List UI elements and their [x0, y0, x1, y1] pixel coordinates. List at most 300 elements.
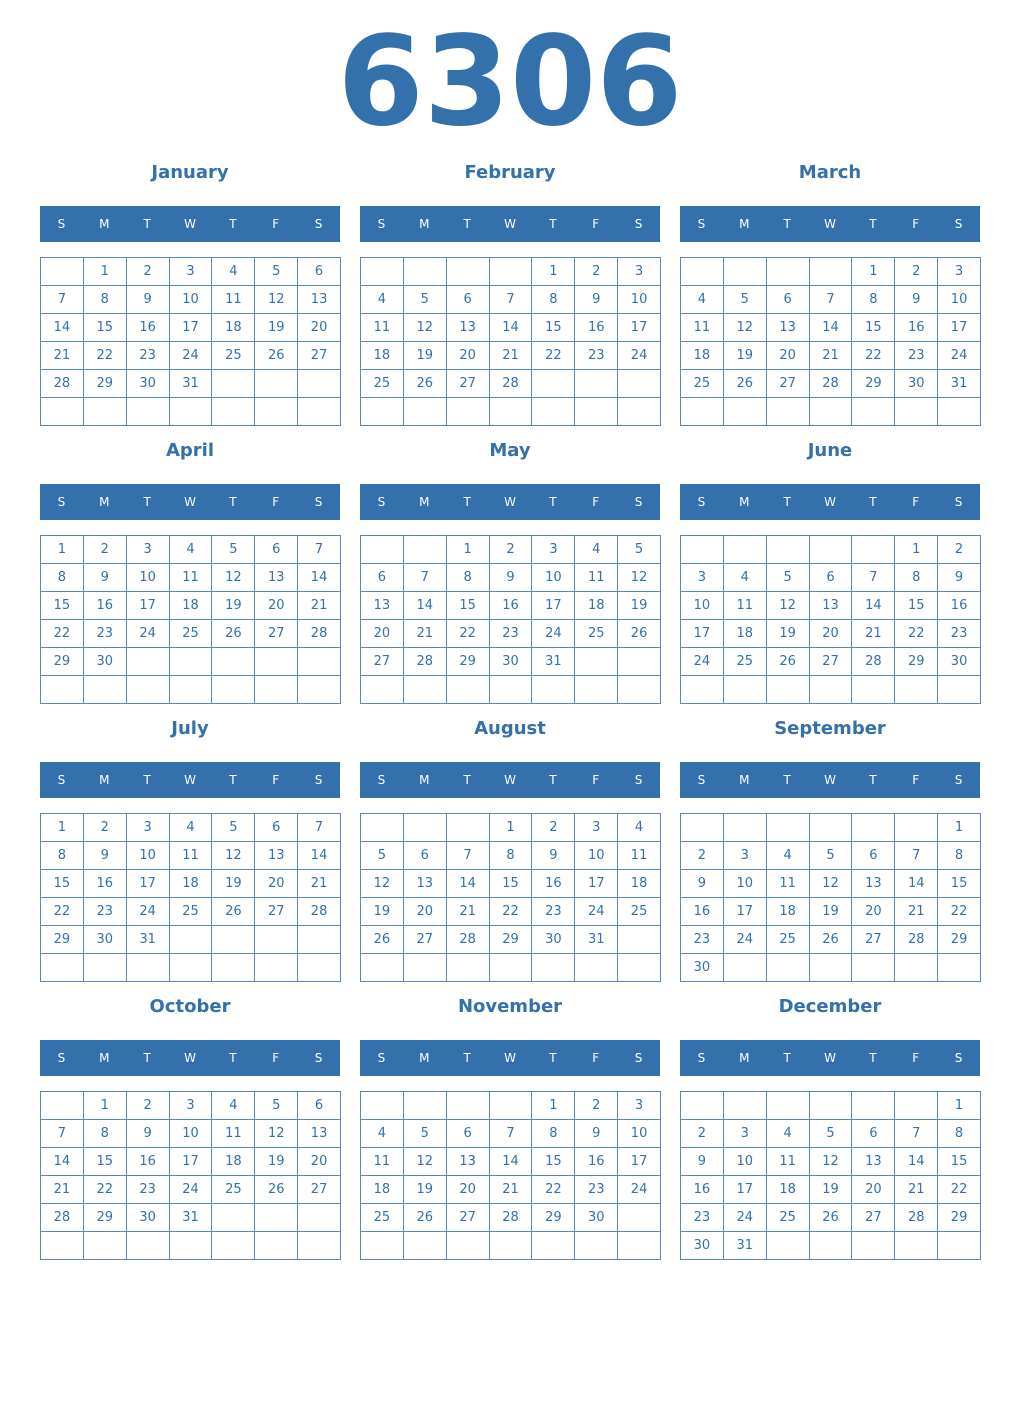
day-cell: 8 — [532, 286, 575, 314]
weekday-label: T — [229, 495, 237, 509]
day-cell: 9 — [127, 1120, 170, 1148]
day-cell: 7 — [41, 286, 84, 314]
day-cell: 19 — [255, 1148, 298, 1176]
weekday-label: T — [463, 773, 471, 787]
day-cell: 15 — [852, 314, 895, 342]
empty-day-cell — [532, 1232, 575, 1260]
weekday-label: F — [592, 495, 600, 509]
day-cell: 1 — [84, 1092, 127, 1120]
day-cell: 11 — [618, 842, 661, 870]
weekday-label: W — [504, 1051, 516, 1065]
day-cell: 3 — [681, 564, 724, 592]
empty-day-cell — [447, 1092, 490, 1120]
day-cell: 10 — [618, 1120, 661, 1148]
day-cell: 17 — [618, 1148, 661, 1176]
weekday-label: M — [419, 495, 430, 509]
empty-day-cell — [447, 676, 490, 704]
year-title: 6306 — [337, 10, 683, 154]
day-cell: 7 — [447, 842, 490, 870]
day-cell: 11 — [361, 1148, 404, 1176]
month-june — [680, 436, 980, 704]
day-cell: 21 — [298, 592, 341, 620]
empty-day-cell — [810, 1092, 853, 1120]
day-cell: 16 — [938, 592, 981, 620]
month-name: March — [798, 162, 862, 183]
empty-day-cell — [41, 676, 84, 704]
empty-day-cell — [681, 676, 724, 704]
weekday-label: T — [143, 495, 151, 509]
day-cell: 30 — [575, 1204, 618, 1232]
weekday-label: T — [549, 1051, 557, 1065]
day-cell: 30 — [127, 1204, 170, 1232]
day-cell: 17 — [127, 592, 170, 620]
day-cell: 12 — [212, 564, 255, 592]
day-cell: 22 — [938, 1176, 981, 1204]
day-cell: 1 — [490, 814, 533, 842]
day-cell: 3 — [618, 258, 661, 286]
day-cell: 10 — [127, 842, 170, 870]
weekday-label: W — [824, 217, 836, 231]
day-cell: 31 — [575, 926, 618, 954]
day-cell: 17 — [170, 1148, 213, 1176]
empty-day-cell — [724, 814, 767, 842]
day-cell: 1 — [852, 258, 895, 286]
day-cell: 1 — [41, 536, 84, 564]
day-cell: 28 — [810, 370, 853, 398]
month-march — [680, 158, 980, 426]
weekday-label: W — [824, 1051, 836, 1065]
day-cell: 24 — [532, 620, 575, 648]
day-cell: 18 — [618, 870, 661, 898]
empty-day-cell — [681, 814, 724, 842]
day-cell: 4 — [767, 1120, 810, 1148]
empty-day-cell — [127, 1232, 170, 1260]
day-cell: 24 — [618, 342, 661, 370]
day-grid — [680, 813, 981, 982]
day-cell: 24 — [681, 648, 724, 676]
day-cell: 5 — [767, 564, 810, 592]
weekday-label: W — [184, 773, 196, 787]
month-april — [40, 436, 340, 704]
weekday-label: M — [99, 217, 110, 231]
day-cell: 20 — [255, 870, 298, 898]
day-cell: 2 — [127, 258, 170, 286]
day-cell: 19 — [212, 592, 255, 620]
day-cell: 19 — [810, 1176, 853, 1204]
day-cell: 14 — [852, 592, 895, 620]
day-cell: 13 — [767, 314, 810, 342]
day-cell: 8 — [490, 842, 533, 870]
day-cell: 4 — [361, 286, 404, 314]
day-cell: 28 — [895, 926, 938, 954]
day-cell: 29 — [490, 926, 533, 954]
empty-day-cell — [767, 1092, 810, 1120]
weekday-header — [40, 762, 340, 798]
day-cell: 17 — [575, 870, 618, 898]
empty-day-cell — [84, 954, 127, 982]
day-cell: 30 — [532, 926, 575, 954]
day-cell: 20 — [447, 1176, 490, 1204]
day-cell: 25 — [724, 648, 767, 676]
weekday-label: W — [184, 495, 196, 509]
day-cell: 1 — [84, 258, 127, 286]
empty-day-cell — [532, 398, 575, 426]
empty-day-cell — [298, 1204, 341, 1232]
day-cell: 12 — [810, 1148, 853, 1176]
day-cell: 18 — [212, 314, 255, 342]
empty-day-cell — [724, 536, 767, 564]
day-cell: 6 — [447, 1120, 490, 1148]
empty-day-cell — [618, 398, 661, 426]
empty-day-cell — [852, 676, 895, 704]
day-cell: 31 — [532, 648, 575, 676]
day-cell: 30 — [127, 370, 170, 398]
empty-day-cell — [212, 398, 255, 426]
day-cell: 25 — [170, 620, 213, 648]
day-cell: 11 — [170, 564, 213, 592]
day-cell: 27 — [255, 620, 298, 648]
empty-day-cell — [255, 1204, 298, 1232]
day-cell: 11 — [767, 1148, 810, 1176]
day-cell: 3 — [532, 536, 575, 564]
day-cell: 4 — [618, 814, 661, 842]
day-cell: 25 — [767, 926, 810, 954]
empty-day-cell — [724, 398, 767, 426]
day-cell: 15 — [41, 592, 84, 620]
day-cell: 10 — [532, 564, 575, 592]
weekday-label: M — [739, 1051, 750, 1065]
day-cell: 3 — [724, 842, 767, 870]
day-cell: 14 — [41, 1148, 84, 1176]
empty-day-cell — [255, 648, 298, 676]
empty-day-cell — [361, 1232, 404, 1260]
day-cell: 24 — [724, 926, 767, 954]
day-cell: 26 — [212, 620, 255, 648]
day-cell: 17 — [127, 870, 170, 898]
weekday-label: T — [229, 773, 237, 787]
day-cell: 19 — [618, 592, 661, 620]
day-cell: 1 — [895, 536, 938, 564]
day-cell: 7 — [810, 286, 853, 314]
day-cell: 26 — [810, 1204, 853, 1232]
empty-day-cell — [404, 258, 447, 286]
day-cell: 1 — [532, 1092, 575, 1120]
empty-day-cell — [127, 398, 170, 426]
day-cell: 24 — [575, 898, 618, 926]
day-cell: 9 — [532, 842, 575, 870]
empty-day-cell — [170, 648, 213, 676]
weekday-label: M — [739, 495, 750, 509]
day-cell: 18 — [361, 342, 404, 370]
day-cell: 23 — [127, 1176, 170, 1204]
day-cell: 18 — [575, 592, 618, 620]
weekday-label: S — [57, 495, 66, 509]
day-cell: 3 — [170, 258, 213, 286]
empty-day-cell — [810, 398, 853, 426]
month-name: December — [778, 996, 882, 1017]
day-cell: 21 — [895, 898, 938, 926]
empty-day-cell — [575, 398, 618, 426]
empty-day-cell — [852, 1092, 895, 1120]
weekday-label: W — [824, 773, 836, 787]
day-cell: 30 — [681, 954, 724, 982]
day-cell: 27 — [447, 370, 490, 398]
month-name: June — [807, 440, 853, 461]
empty-day-cell — [212, 1204, 255, 1232]
day-cell: 9 — [681, 1148, 724, 1176]
day-cell: 20 — [298, 314, 341, 342]
day-cell: 29 — [41, 926, 84, 954]
day-cell: 1 — [447, 536, 490, 564]
day-cell: 9 — [84, 842, 127, 870]
empty-day-cell — [618, 676, 661, 704]
day-cell: 20 — [852, 1176, 895, 1204]
weekday-label: S — [697, 773, 706, 787]
weekday-label: F — [272, 495, 280, 509]
weekday-label: M — [419, 1051, 430, 1065]
day-cell: 7 — [490, 286, 533, 314]
day-cell: 6 — [298, 1092, 341, 1120]
day-cell: 21 — [490, 342, 533, 370]
empty-day-cell — [404, 954, 447, 982]
month-february — [360, 158, 660, 426]
day-cell: 23 — [127, 342, 170, 370]
day-cell: 27 — [852, 1204, 895, 1232]
day-cell: 21 — [41, 342, 84, 370]
day-cell: 14 — [490, 1148, 533, 1176]
day-cell: 1 — [938, 1092, 981, 1120]
day-cell: 26 — [212, 898, 255, 926]
day-cell: 15 — [447, 592, 490, 620]
day-cell: 10 — [618, 286, 661, 314]
day-cell: 7 — [895, 1120, 938, 1148]
empty-day-cell — [298, 954, 341, 982]
day-cell: 20 — [404, 898, 447, 926]
day-cell: 17 — [681, 620, 724, 648]
day-cell: 7 — [404, 564, 447, 592]
empty-day-cell — [404, 398, 447, 426]
empty-day-cell — [852, 1232, 895, 1260]
day-cell: 21 — [895, 1176, 938, 1204]
day-cell: 13 — [255, 842, 298, 870]
weekday-label: S — [314, 217, 323, 231]
empty-day-cell — [404, 1232, 447, 1260]
day-cell: 9 — [575, 1120, 618, 1148]
day-cell: 23 — [895, 342, 938, 370]
day-cell: 18 — [361, 1176, 404, 1204]
day-cell: 6 — [810, 564, 853, 592]
day-cell: 10 — [724, 870, 767, 898]
day-cell: 28 — [852, 648, 895, 676]
empty-day-cell — [681, 258, 724, 286]
day-cell: 30 — [490, 648, 533, 676]
day-cell: 15 — [532, 314, 575, 342]
empty-day-cell — [810, 954, 853, 982]
day-cell: 23 — [532, 898, 575, 926]
day-cell: 12 — [767, 592, 810, 620]
day-cell: 25 — [618, 898, 661, 926]
weekday-label: F — [912, 773, 920, 787]
empty-day-cell — [575, 676, 618, 704]
day-cell: 6 — [298, 258, 341, 286]
empty-day-cell — [767, 258, 810, 286]
day-cell: 3 — [724, 1120, 767, 1148]
day-cell: 5 — [212, 536, 255, 564]
day-cell: 2 — [127, 1092, 170, 1120]
month-january — [40, 158, 340, 426]
day-cell: 3 — [938, 258, 981, 286]
day-cell: 8 — [447, 564, 490, 592]
weekday-header — [360, 484, 660, 520]
day-cell: 5 — [361, 842, 404, 870]
day-cell: 25 — [170, 898, 213, 926]
day-cell: 30 — [938, 648, 981, 676]
day-cell: 4 — [575, 536, 618, 564]
empty-day-cell — [255, 1232, 298, 1260]
day-cell: 26 — [404, 370, 447, 398]
month-name: July — [171, 718, 209, 739]
day-cell: 14 — [895, 1148, 938, 1176]
empty-day-cell — [681, 398, 724, 426]
empty-day-cell — [447, 398, 490, 426]
empty-day-cell — [447, 814, 490, 842]
empty-day-cell — [84, 1232, 127, 1260]
weekday-label: T — [463, 1051, 471, 1065]
day-cell: 22 — [447, 620, 490, 648]
day-cell: 10 — [724, 1148, 767, 1176]
day-cell: 1 — [41, 814, 84, 842]
day-cell: 24 — [127, 620, 170, 648]
weekday-label: T — [463, 217, 471, 231]
empty-day-cell — [767, 676, 810, 704]
empty-day-cell — [298, 676, 341, 704]
weekday-label: T — [783, 495, 791, 509]
empty-day-cell — [767, 398, 810, 426]
day-cell: 10 — [681, 592, 724, 620]
day-cell: 17 — [938, 314, 981, 342]
weekday-label: T — [143, 773, 151, 787]
day-cell: 26 — [810, 926, 853, 954]
weekday-label: S — [634, 217, 643, 231]
day-cell: 8 — [852, 286, 895, 314]
day-cell: 5 — [255, 1092, 298, 1120]
day-cell: 5 — [212, 814, 255, 842]
weekday-label: T — [869, 495, 877, 509]
empty-day-cell — [298, 926, 341, 954]
weekday-header — [40, 484, 340, 520]
day-cell: 25 — [212, 342, 255, 370]
empty-day-cell — [361, 1092, 404, 1120]
day-cell: 12 — [724, 314, 767, 342]
empty-day-cell — [212, 926, 255, 954]
day-grid — [40, 1091, 341, 1260]
day-cell: 12 — [255, 1120, 298, 1148]
day-cell: 4 — [212, 1092, 255, 1120]
empty-day-cell — [41, 1092, 84, 1120]
day-cell: 6 — [767, 286, 810, 314]
empty-day-cell — [490, 676, 533, 704]
day-cell: 19 — [255, 314, 298, 342]
day-cell: 29 — [84, 370, 127, 398]
empty-day-cell — [447, 1232, 490, 1260]
day-grid — [40, 535, 341, 704]
day-cell: 11 — [767, 870, 810, 898]
day-cell: 11 — [681, 314, 724, 342]
day-cell: 14 — [810, 314, 853, 342]
day-cell: 5 — [810, 1120, 853, 1148]
weekday-label: S — [697, 495, 706, 509]
empty-day-cell — [895, 814, 938, 842]
day-cell: 16 — [575, 1148, 618, 1176]
empty-day-cell — [618, 648, 661, 676]
empty-day-cell — [724, 954, 767, 982]
day-cell: 17 — [170, 314, 213, 342]
day-cell: 31 — [170, 370, 213, 398]
day-cell: 6 — [447, 286, 490, 314]
empty-day-cell — [895, 954, 938, 982]
day-cell: 9 — [127, 286, 170, 314]
day-cell: 30 — [895, 370, 938, 398]
empty-day-cell — [255, 676, 298, 704]
day-cell: 10 — [170, 286, 213, 314]
weekday-label: M — [99, 1051, 110, 1065]
day-cell: 16 — [575, 314, 618, 342]
weekday-header — [680, 206, 980, 242]
day-cell: 14 — [447, 870, 490, 898]
day-cell: 8 — [41, 564, 84, 592]
weekday-header — [40, 206, 340, 242]
day-cell: 15 — [532, 1148, 575, 1176]
empty-day-cell — [212, 648, 255, 676]
day-grid — [40, 257, 341, 426]
empty-day-cell — [255, 370, 298, 398]
weekday-label: T — [869, 217, 877, 231]
weekday-label: M — [99, 495, 110, 509]
empty-day-cell — [298, 648, 341, 676]
weekday-label: F — [272, 217, 280, 231]
weekday-label: S — [314, 1051, 323, 1065]
day-cell: 15 — [938, 870, 981, 898]
empty-day-cell — [447, 258, 490, 286]
empty-day-cell — [361, 536, 404, 564]
day-cell: 7 — [298, 814, 341, 842]
weekday-label: T — [783, 773, 791, 787]
day-cell: 13 — [255, 564, 298, 592]
empty-day-cell — [618, 1204, 661, 1232]
day-cell: 2 — [490, 536, 533, 564]
day-cell: 26 — [724, 370, 767, 398]
day-cell: 12 — [404, 314, 447, 342]
day-cell: 14 — [298, 564, 341, 592]
day-cell: 21 — [490, 1176, 533, 1204]
empty-day-cell — [490, 954, 533, 982]
empty-day-cell — [127, 676, 170, 704]
weekday-label: S — [634, 495, 643, 509]
day-cell: 6 — [361, 564, 404, 592]
weekday-label: T — [783, 1051, 791, 1065]
day-cell: 16 — [490, 592, 533, 620]
day-cell: 23 — [575, 342, 618, 370]
day-cell: 13 — [361, 592, 404, 620]
empty-day-cell — [490, 1092, 533, 1120]
day-cell: 9 — [490, 564, 533, 592]
empty-day-cell — [618, 370, 661, 398]
day-cell: 22 — [41, 898, 84, 926]
day-cell: 4 — [724, 564, 767, 592]
weekday-label: T — [549, 217, 557, 231]
day-cell: 31 — [170, 1204, 213, 1232]
empty-day-cell — [681, 1092, 724, 1120]
